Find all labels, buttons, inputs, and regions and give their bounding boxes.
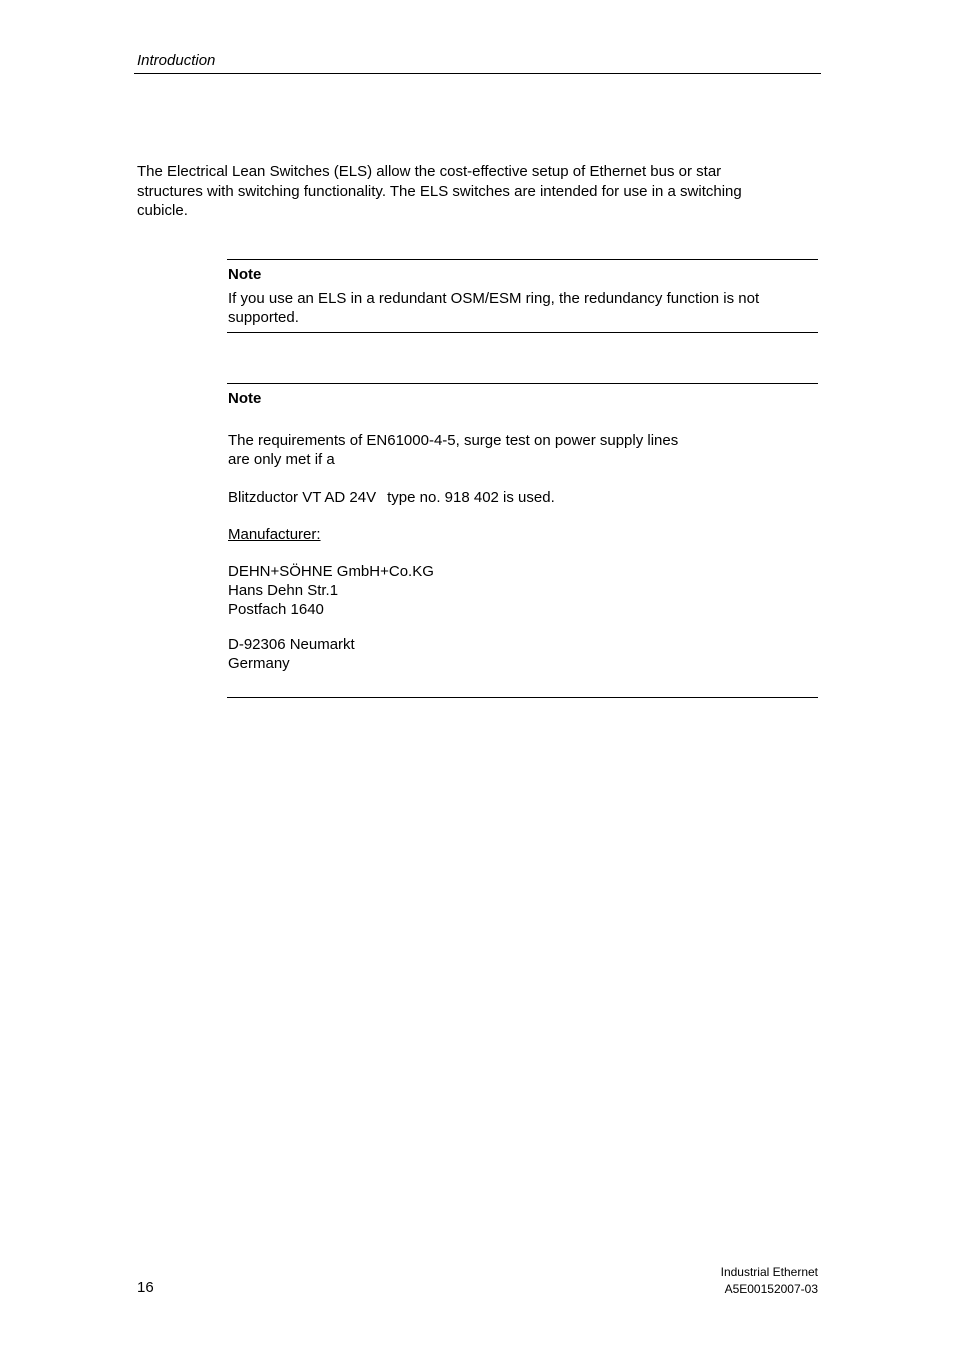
note-box-surge <box>227 383 818 698</box>
requirements-line: The requirements of EN61000-4-5, surge test on power supply lines <box>228 432 679 449</box>
requirements-line: are only met if a <box>228 451 335 468</box>
city: D-92306 Neumarkt <box>228 636 355 653</box>
intro-paragraph <box>137 162 817 221</box>
product-type: type no. 918 402 is used. <box>387 489 555 506</box>
product-name: Blitzductor VT AD 24V <box>228 489 377 506</box>
note-text <box>228 289 813 327</box>
intro-line: cubicle. <box>137 202 188 219</box>
requirements-text <box>228 431 813 469</box>
page-number: 16 <box>137 1279 154 1296</box>
note-title: Note <box>228 266 262 283</box>
country: Germany <box>228 655 290 672</box>
doc-number: A5E00152007-03 <box>724 1282 818 1296</box>
manufacturer-label: Manufacturer: <box>228 526 321 543</box>
note-line: supported. <box>228 309 299 326</box>
manufacturer-city <box>228 635 813 673</box>
running-header-title: Introduction <box>137 52 216 69</box>
doc-title: Industrial Ethernet <box>720 1265 818 1279</box>
note-title: Note <box>228 390 262 407</box>
footer-doc-info <box>721 1264 818 1298</box>
postbox: Postfach 1640 <box>228 601 324 618</box>
header-rule <box>134 73 821 74</box>
intro-line: The Electrical Lean Switches (ELS) allow the cost-effective setup of Ethernet bus or star <box>137 163 722 180</box>
company-name: DEHN+SÖHNE GmbH+Co.KG <box>228 563 434 580</box>
note-line: If you use an ELS in a redundant OSM/ESM ring, the redundancy function is not <box>228 290 760 307</box>
product-line <box>228 488 813 507</box>
intro-line: structures with switching functionality. The ELS switches are intended for use in a switching <box>137 182 742 200</box>
note-box-redundancy <box>227 259 818 333</box>
manufacturer-address <box>228 562 813 619</box>
street: Hans Dehn Str.1 <box>228 582 339 599</box>
